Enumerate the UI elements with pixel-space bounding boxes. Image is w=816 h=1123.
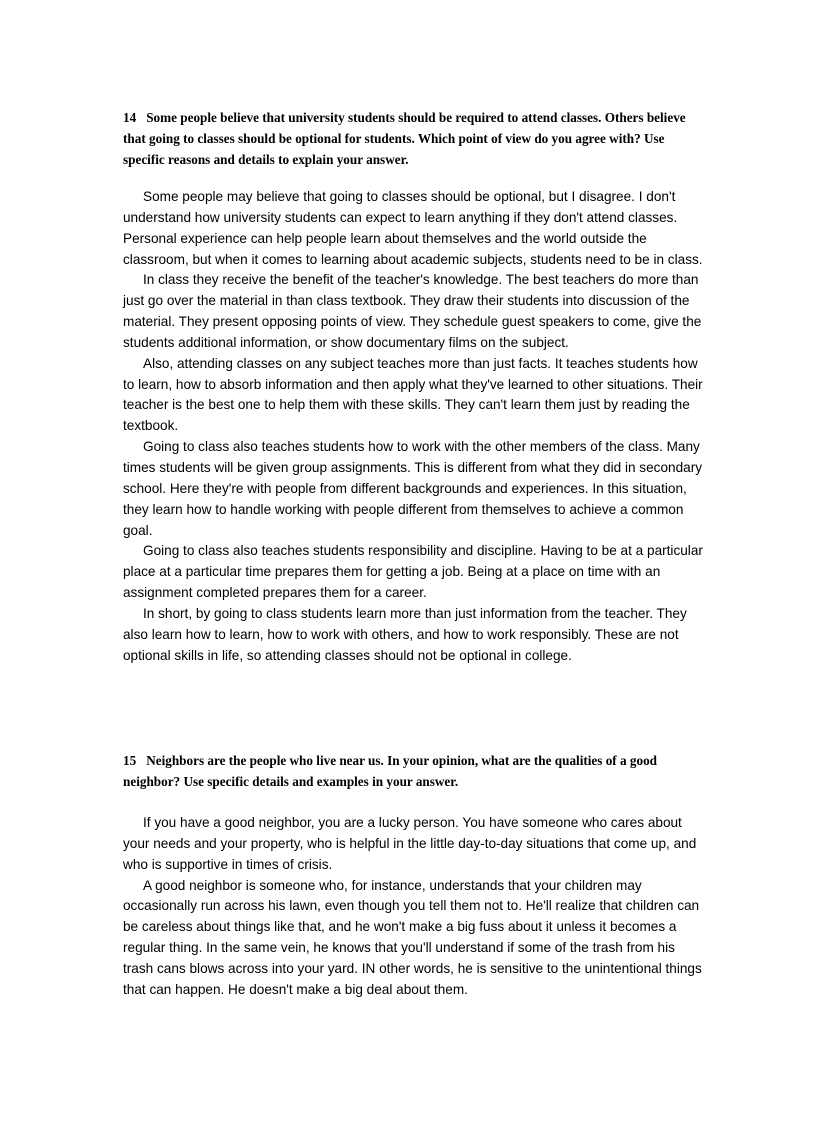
essay-paragraph: A good neighbor is someone who, for instance, understands that your children may occasionally run across his lawn, even though you tell them not to. He'll realize that children can be careless about things like that, and he won't make a big fuss about it unless it becomes a regular thing. In the same vein, he knows that you'll understand if some of the trash from his trash cans blows across into your yard. IN other words, he is sensitive to the unintentional things that can happen. He doesn't make a big deal about them. [123, 877, 702, 997]
essay-paragraph: In short, by going to class students learn more than just information from the teacher. They also learn how to learn, how to work with others, and how to work responsibly. These are not optional skills in life, so attending classes should not be optional in college. [123, 605, 687, 663]
question-text: Neighbors are the people who live near us. In your opinion, what are the qualities of a good neighbor? Use specific details and examples in your answer. [123, 753, 658, 789]
question-number: 15 [123, 753, 137, 768]
question-14-heading [123, 107, 703, 170]
essay-paragraph: Going to class also teaches students how to work with the other members of the class. Many times students will be given group assignments. This is different from what they did in secondary school. Here they're with people from different backgrounds and experiences. In this situation, they learn how to handle working with people different from themselves to achieve a common goal. [123, 439, 703, 538]
essay-paragraph: In class they receive the benefit of the teacher's knowledge. The best teachers do more than just go over the material in than class textbook. They draw their students into discussion of the material. They present opposing points of view. They schedule guest speakers to come, give the students additional information, or show documentary films on the subject. [123, 272, 702, 350]
essay-14 [123, 187, 708, 666]
essay-paragraph: Some people may believe that going to classes should be optional, but I disagree. I don't understand how university students can expect to learn anything if they don't attend classes. Personal experience can help people learn about themselves and the world outside the classroom, but when it comes to learning about academic subjects, students need to be in class. [123, 189, 703, 267]
question-15-heading [123, 750, 703, 792]
question-text: Some people believe that university students should be required to attend classes. Others believe that going to classes should be optional for students. Which point of view do you agree with? Use specific reasons and details to explain your answer. [123, 110, 686, 167]
essay-paragraph: Also, attending classes on any subject teaches more than just facts. It teaches students how to learn, how to absorb information and then apply what they've learned to other situations. Their teacher is the best one to help them with these skills. They can't learn them just by reading the textbook. [123, 355, 703, 434]
essay-paragraph: If you have a good neighbor, you are a lucky person. You have someone who cares about your needs and your property, who is helpful in the little day-to-day situations that come up, and who is supportive in times of crisis. [123, 815, 697, 872]
question-number: 14 [123, 110, 137, 125]
essay-paragraph: Going to class also teaches students responsibility and discipline. Having to be at a particular place at a particular time prepares them for getting a job. Being at a place on time with an assignment completed prepares them for a career. [123, 543, 703, 601]
essay-15 [123, 813, 708, 1001]
